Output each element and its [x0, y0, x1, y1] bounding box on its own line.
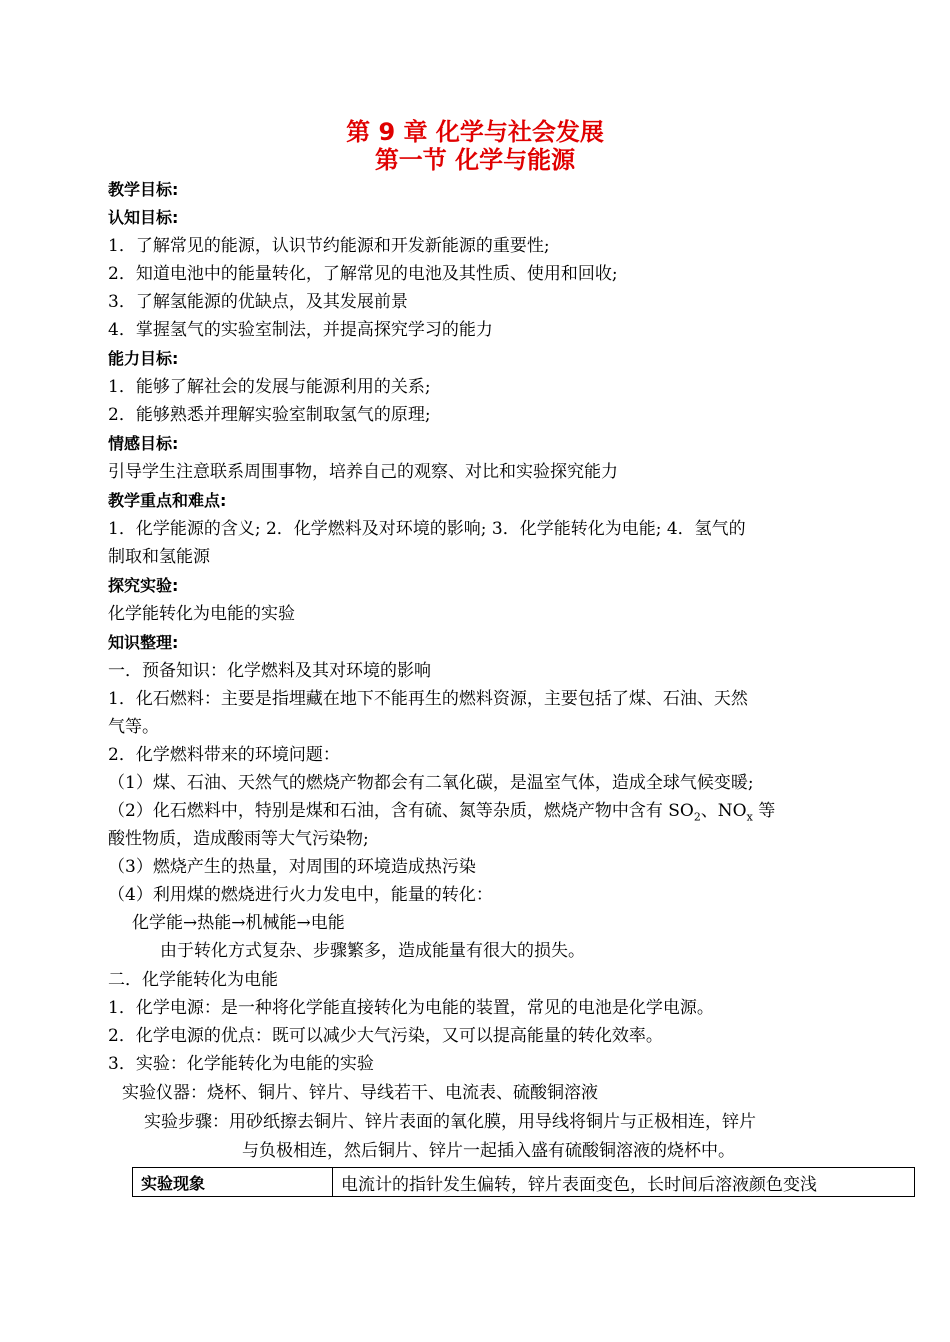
env-problem-item: （2）化石燃料中，特别是煤和石油，含有硫、氮等杂质，燃烧产物中含有 $SO_2$、$NO_x$ 等 — [108, 801, 776, 824]
experiment-instruments: 实验仪器：烧杯、铜片、锌片、导线若干、电流表、硫酸铜溶液 — [122, 1083, 598, 1103]
heading-teaching-goals: 教学目标: — [108, 180, 179, 199]
chapter-title: 第 9 章 化学与社会发展 — [346, 118, 604, 146]
ability-item: 2．能够熟悉并理解实验室制取氢气的原理; — [108, 405, 431, 425]
heading-knowledge: 知识整理: — [108, 633, 179, 652]
heading-emotion: 情感目标: — [108, 434, 179, 453]
experiment-title: 3．实验：化学能转化为电能的实验 — [108, 1054, 374, 1074]
key-points-line: 1．化学能源的含义; 2．化学燃料及对环境的影响; 3．化学能转化为电能; 4．氢气的 — [108, 519, 746, 539]
cognitive-item: 1．了解常见的能源，认识节约能源和开发新能源的重要性; — [108, 236, 550, 256]
cognitive-item: 2．知道电池中的能量转化，了解常见的电池及其性质、使用和回收; — [108, 264, 618, 284]
env-problem-title: 2．化学燃料带来的环境问题： — [108, 745, 340, 765]
result-value: 电流计的指针发生偏转，锌片表面变色，长时间后溶液颜色变浅 — [333, 1168, 915, 1197]
env-problem-item: 酸性物质，造成酸雨等大气污染物; — [108, 829, 369, 849]
heading-cognitive: 认知目标: — [108, 208, 179, 227]
heading-experiment: 探究实验: — [108, 576, 179, 595]
heading-key-points: 教学重点和难点: — [108, 491, 227, 510]
env-problem-item: （4）利用煤的燃烧进行火力发电中，能量的转化： — [108, 885, 493, 905]
env-problem-item: （3）燃烧产生的热量，对周围的环境造成热污染 — [108, 857, 476, 877]
key-points-line: 制取和氢能源 — [108, 547, 210, 567]
section-title: 第一节 化学与能源 — [374, 146, 576, 174]
section-one-title: 一．预备知识：化学燃料及其对环境的影响 — [108, 661, 431, 681]
result-label: 实验现象 — [133, 1168, 333, 1197]
fossil-fuel-line: 气等。 — [108, 717, 159, 737]
energy-chain: 化学能→热能→机械能→电能 — [132, 913, 345, 933]
experiment-text: 化学能转化为电能的实验 — [108, 604, 295, 624]
fossil-fuel-line: 1．化石燃料：主要是指埋藏在地下不能再生的燃料资源，主要包括了煤、石油、天然 — [108, 689, 748, 709]
cognitive-item: 4．掌握氢气的实验室制法，并提高探究学习的能力 — [108, 320, 493, 340]
cognitive-item: 3．了解氢能源的优缺点，及其发展前景 — [108, 292, 408, 312]
energy-loss-note: 由于转化方式复杂、步骤繁多，造成能量有很大的损失。 — [160, 941, 585, 961]
experiment-result-table — [132, 1167, 915, 1197]
experiment-steps: 实验步骤：用砂纸擦去铜片、锌片表面的氧化膜，用导线将铜片与正极相连，锌片 — [144, 1112, 756, 1132]
table-row — [133, 1168, 915, 1197]
ability-item: 1．能够了解社会的发展与能源利用的关系; — [108, 377, 431, 397]
section-two-title: 二．化学能转化为电能 — [108, 970, 278, 990]
emotion-text: 引导学生注意联系周围事物，培养自己的观察、对比和实验探究能力 — [108, 462, 618, 482]
env-problem-item: （1）煤、石油、天然气的燃烧产物都会有二氧化碳，是温室气体，造成全球气候变暖; — [108, 773, 754, 793]
heading-ability: 能力目标: — [108, 349, 179, 368]
chem-source-item: 2．化学电源的优点：既可以减少大气污染，又可以提高能量的转化效率。 — [108, 1026, 663, 1046]
chem-source-item: 1．化学电源：是一种将化学能直接转化为电能的装置，常见的电池是化学电源。 — [108, 998, 714, 1018]
experiment-steps: 与负极相连，然后铜片、锌片一起插入盛有硫酸铜溶液的烧杯中。 — [242, 1141, 735, 1161]
